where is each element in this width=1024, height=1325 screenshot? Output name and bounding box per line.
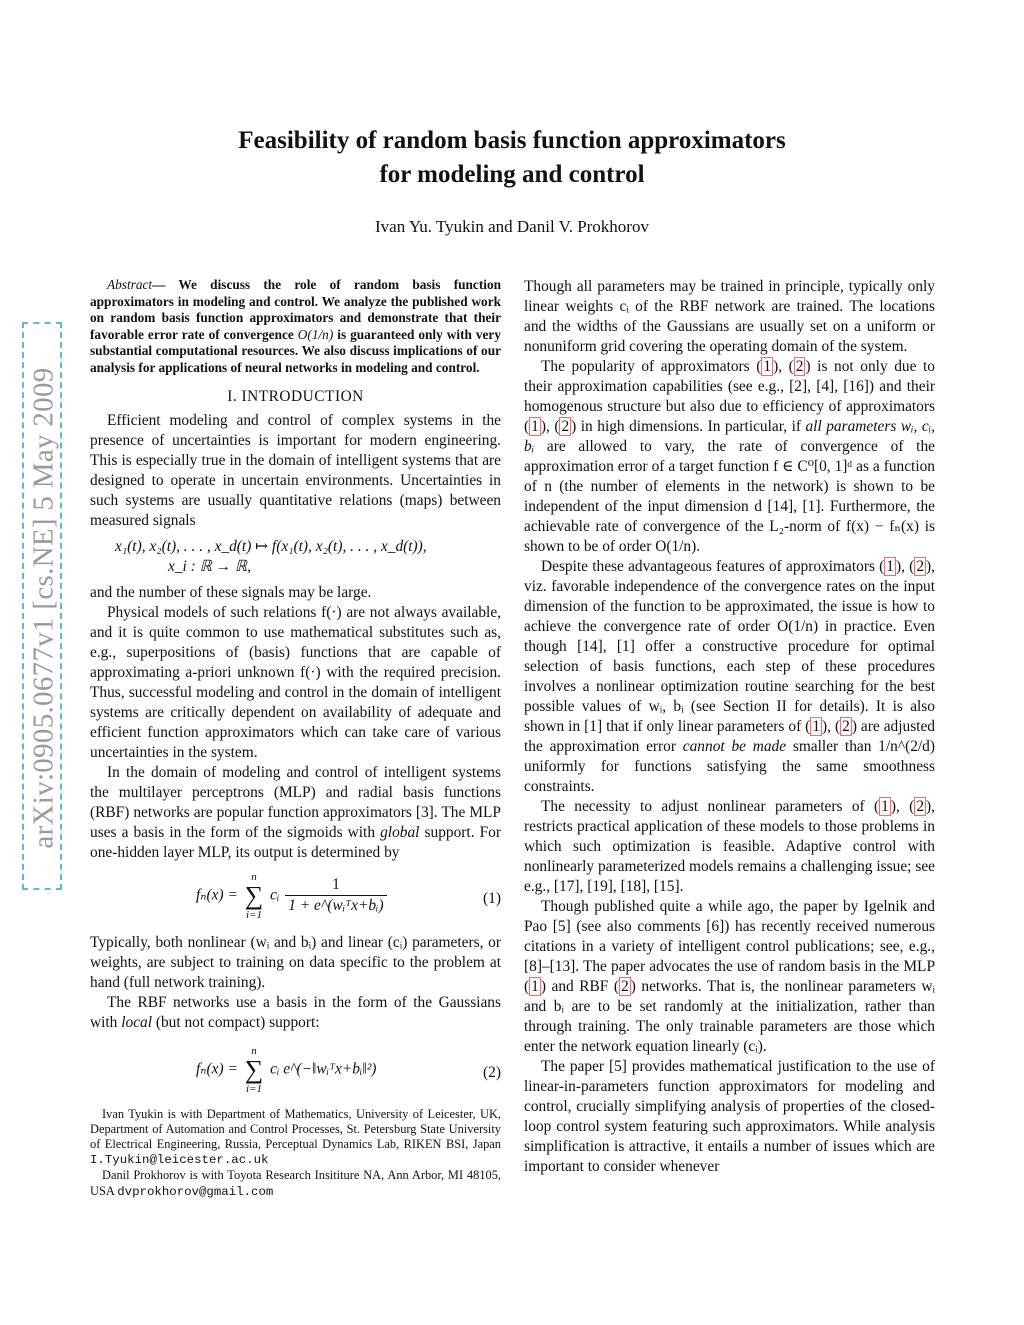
equation-ref-1[interactable]: 1: [531, 978, 539, 995]
abstract-text-b: is guaranteed only with very substantial computational resources. We also discuss implications of our analysis for applications of neural networks in modeling and control.: [90, 326, 501, 375]
p5-text-b: ) and RBF (: [540, 978, 620, 995]
right-paragraph-4: The necessity to adjust nonlinear parameters of ( 1 ), ( 2 ), restricts practical application of these models to those problems in which such optimization is feasible. Adaptive control with nonlinearly parameterized models remains a challenging issue; see e.g., [17], [19], [18], [15].: [524, 798, 935, 895]
eq1-denominator: 1 + e^(wᵢᵀx+bᵢ): [288, 897, 384, 915]
eq1-fraction: [285, 875, 386, 916]
p6-emphasis: local: [121, 1013, 152, 1031]
p6-text-a: The RBF networks use a basis in the form of the Gaussians with: [90, 993, 501, 1031]
p4-emphasis: global: [380, 823, 420, 841]
eq2-body: cᵢ e^(−‖wᵢᵀx+bᵢ‖²): [270, 1060, 377, 1078]
equation-1: [90, 871, 501, 927]
equation-ref-2[interactable]: 2: [916, 798, 925, 815]
p3-emphasis: cannot be made: [682, 738, 787, 755]
eq2-sum: [245, 1045, 264, 1095]
equation-ref-2[interactable]: 2: [795, 358, 804, 375]
equation-1-body: [196, 871, 389, 921]
p3-text-a: Despite these advantageous features of approximators (: [541, 558, 885, 575]
equation-2: [90, 1045, 501, 1097]
equation-2-body: [196, 1045, 376, 1095]
footnote-tyukin: [90, 1107, 501, 1169]
intro-paragraph-4: [90, 763, 501, 863]
sigma-symbol: ∑: [244, 1054, 264, 1084]
p4r-text-b: ), restricts practical application of these models to those problems in which such optimization is feasible. Adaptive control with nonlinearly parameterized models remains a challenging issue; see e.g., [17], [19], [18], [15].: [524, 798, 935, 895]
equation-ref-2[interactable]: 2: [916, 558, 925, 575]
abstract-math: O(1/n): [297, 326, 334, 342]
display-line-2: x_i : ℝ → ℝ,: [168, 557, 251, 575]
intro-paragraph-1: Efficient modeling and control of complex systems in the presence of uncertainties is important for modern engineering. This is especially true in the domain of intelligent systems that are designed to operate in uncertain environments. Uncertainties in such systems are usually quantitative relations (maps) between measured signals: [90, 411, 501, 529]
p3-text-d: smaller than 1/n^(2/d) uniformly for functions satisfying the same smoothness constraints.: [524, 738, 935, 795]
right-paragraph-2: The popularity of approximators ( 1 ), ( 2 ) is not only due to their approximation capabilities (see e.g., [2], [4], [16]) and their homogenous structure but also due to efficiency of approximators ( 1 ), ( 2 ) in high dimensions. In particular, if all parameters wᵢ, cᵢ, bᵢ are allowed to vary, the rate of convergence of the approximation error of a target function f ∈ C⁰[0, 1]ᵈ as a function of n (the number of elements in the network) is shown to be independent of the input dimension d [14], [1]. Furthermore, the achievable rate of convergence of the L₂-norm of f(x) − fₙ(x) is shown to be of order O(1/n).: [524, 358, 935, 555]
arxiv-sidebar-frame: [22, 322, 62, 890]
signal-map-display: [90, 537, 501, 577]
right-paragraph-5: [524, 897, 935, 1057]
equation-ref-2[interactable]: 2: [561, 418, 570, 435]
intro-paragraph-2: and the number of these signals may be large.: [90, 583, 372, 601]
left-column: [90, 277, 501, 1200]
p4-text-a: In the domain of modeling and control of intelligent systems the multilayer perceptrons (MLP) and radial basis functions (RBF) networks are popular function approximators [3]. The MLP uses a basis in the form of the sigmoids with: [90, 763, 501, 841]
equation-ref-1[interactable]: 1: [763, 358, 772, 375]
intro-paragraph-3: Physical models of such relations f(·) are not always available, and it is quite common to use mathematical substitutes such as, e.g., superpositions of (basis) functions that are capable of approximating a-priori unknown f(·) with the required precision. Thus, successful modeling and control in the domain of intelligent systems are critically dependent on availability of adequate and efficient function approximators which can take care of various uncertainties in the system.: [90, 603, 501, 761]
right-paragraph-6: The paper [5] provides mathematical justification to the use of linear-in-parameters function approximators for modeling and control, crucially simplifying analysis of properties of the closed-loop control system featuring such approximators. While analysis simplification is attractive, it entails a number of issues which are important to consider whenever: [524, 1058, 935, 1175]
footnote-1-text: Ivan Tyukin is with Department of Mathematics, University of Leicester, UK, Department of Automation and Control Processes, St. Petersburg State University of Electrical Engineering, Russia, Perceptual Dynamics Lab, RIKEN BSI, Japan: [90, 1106, 501, 1151]
p2-text-b: ) is not only due to their approximation capabilities (see e.g., [2], [4], [16]) and their homogenous structure but also due to efficiency of approximators (: [524, 358, 935, 435]
author-footnotes: [90, 1107, 501, 1200]
p5-text-c: ) networks. That is, the nonlinear parameters wᵢ and bᵢ are to be set randomly at the initialization, rather than through training. The only trainable parameters are those which enter the network equation linearly (cᵢ).: [524, 978, 935, 1055]
p2-text-a: The popularity of approximators (: [541, 358, 762, 375]
footnote-2-text: Danil Prokhorov is with Toyota Research Insititure NA, Ann Arbor, MI 48105, USA: [90, 1168, 501, 1198]
title-line-2: for modeling and control: [379, 161, 645, 188]
p2-text-c: ) in high dimensions. In particular, if: [571, 418, 806, 435]
section-heading-introduction: I. INTRODUCTION: [227, 387, 364, 405]
p4-text-b: support. For one-hidden layer MLP, its output is determined by: [90, 823, 501, 861]
eq1-coef: cᵢ: [270, 886, 280, 904]
eq1-lhs: fₙ(x) =: [196, 886, 238, 904]
equation-1-number: (1): [483, 889, 501, 907]
eq2-lhs: fₙ(x) =: [196, 1060, 238, 1078]
arxiv-identifier: arXiv:0905.0677v1 [cs.NE] 5 May 2009: [27, 367, 60, 849]
p3-text-c: ) are adjusted the approximation error: [524, 718, 935, 755]
email-prokhorov[interactable]: dvprokhorov@gmail.com: [117, 1184, 274, 1199]
display-line-1: x₁(t), x₂(t), . . . , x_d(t) ↦ f(x₁(t), x₂(t), . . . , x_d(t)),: [115, 537, 427, 555]
footnote-prokhorov: [90, 1168, 501, 1199]
abstract-text-a: — We discuss the role of random basis function approximators in modeling and control. We analyze the published work on random basis function approximators and demonstrate that their favorable error rate of convergence: [90, 277, 501, 342]
paper-authors: Ivan Yu. Tyukin and Danil V. Prokhorov: [375, 217, 649, 236]
intro-paragraph-5: Typically, both nonlinear (wᵢ and bᵢ) and linear (cᵢ) parameters, or weights, are subject to training on data specific to the problem at hand (full network training).: [90, 933, 501, 991]
equation-2-number: (2): [483, 1063, 501, 1081]
eq1-numerator: 1: [285, 875, 386, 896]
p2-emphasis: all parameters wᵢ, cᵢ, bᵢ: [524, 418, 935, 455]
equation-ref-1[interactable]: 1: [886, 558, 894, 575]
p6-text-b: (but not compact) support:: [152, 1013, 320, 1031]
eq2-sum-top: n: [251, 1044, 257, 1057]
equation-ref-1[interactable]: 1: [812, 718, 821, 735]
title-line-1: Feasibility of random basis function approximators: [238, 127, 786, 154]
right-paragraph-1: Though all parameters may be trained in principle, typically only linear weights cᵢ of the RBF network are trained. The locations and the widths of the Gaussians are usually set on a uniform or nonuniform grid covering the operating domain of the system.: [524, 278, 935, 355]
equation-ref-1[interactable]: 1: [881, 798, 889, 815]
eq2-sum-bottom: i=1: [245, 1082, 262, 1095]
email-tyukin[interactable]: I.Tyukin@leicester.ac.uk: [90, 1153, 269, 1168]
equation-ref-2[interactable]: 2: [621, 978, 629, 995]
sigma-symbol: ∑: [244, 880, 264, 910]
equation-ref-1[interactable]: 1: [531, 418, 539, 435]
right-paragraph-3: Despite these advantageous features of approximators ( 1 ), ( 2 ), viz. favorable independence of the convergence rates on the input dimension of the function to be approximated, the issue is how to achieve the convergence rate of order O(1/n) in practice. Even though [14], [1] offer a constructive procedure for optimal selection of basis functions, each step of these procedures involves a nonlinear optimization routine searching for the best possible values of wᵢ, bᵢ (see Section II for details). It is also shown in [1] that if only linear parameters of ( 1 ), ( 2 ) are adjusted the approximation error cannot be made smaller than 1/n^(2/d) uniformly for functions satisfying the same smoothness constraints.: [524, 558, 935, 795]
eq1-sum-top: n: [251, 870, 257, 883]
intro-paragraph-6: [90, 993, 501, 1033]
equation-ref-2[interactable]: 2: [842, 718, 850, 735]
eq1-sum-bottom: i=1: [245, 908, 262, 921]
abstract-label: Abstract: [107, 277, 153, 292]
eq1-sum: [245, 871, 264, 921]
abstract: [90, 277, 501, 377]
p4r-text-a: The necessity to adjust nonlinear parameters of (: [541, 798, 880, 815]
p3-text-b: ), viz. favorable independence of the convergence rates on the input dimension of the function to be approximated, the issue is how to achieve the convergence rate of order O(1/n) in practice. Even though [14], [1] offer a constructive procedure for optimal selection of basis functions, each step of these procedures involves a nonlinear optimization routine searching for the best possible values of wᵢ, bᵢ (see Section II for details). It is also shown in [1] that if only linear parameters of (: [524, 558, 935, 735]
p5-text-a: Though published quite a while ago, the paper by Igelnik and Pao [5] (see also comments [6]) has recently received numerous citations in a variety of intelligent control publications; see, e.g., [8]–[13]. The paper advocates the use of random basis in the MLP (: [524, 898, 935, 995]
p2-text-d: are allowed to vary, the rate of convergence of the approximation error of a target function f ∈ C⁰[0, 1]ᵈ as a function of n (the number of elements in the network) is shown to be independent of the input dimension d [14], [1]. Furthermore, the achievable rate of convergence of the L₂-norm of f(x) − fₙ(x) is shown to be of order O(1/n).: [524, 438, 935, 555]
right-column: [524, 277, 935, 1177]
paper-title: [0, 124, 1024, 192]
